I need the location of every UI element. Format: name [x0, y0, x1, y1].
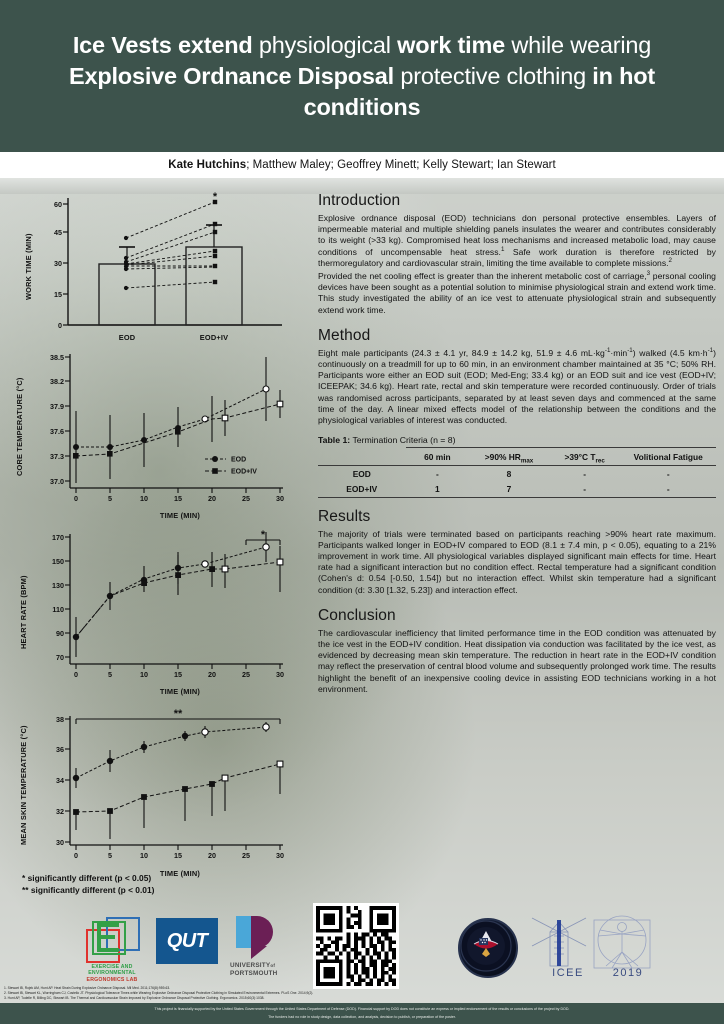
ref-marker-2: 2 — [668, 256, 673, 264]
th-trec: >39°C $T_{rec}$ — [549, 448, 621, 466]
footnote-single-star: * significantly different (p < 0.05) — [22, 873, 152, 883]
eel-line-1: EXERCISE AND — [91, 964, 133, 970]
svg-text:5: 5 — [108, 670, 112, 679]
svg-text:150: 150 — [52, 557, 64, 566]
svg-text:130: 130 — [52, 581, 64, 590]
icee-2019-logo — [528, 912, 688, 986]
introduction-heading: Introduction — [318, 192, 401, 209]
heart-rate-eodiv-errorbars — [178, 546, 280, 595]
core-temp-eodiv-errorbars — [225, 390, 280, 436]
heart-rate-xticks — [74, 664, 284, 679]
author-others: ; Matthew Maley; Geoffrey Minett; Kelly Stewart; Ian Stewart — [246, 159, 556, 171]
reference-item: 3. Hunt AP, Tudelle R, Billing DC, Stewart IB. The Thermal and Cardiovascular Strain Imposed by Explosive Ordnance Disposal Protective Clothing. Ergonomics. 2015;60(3):1038. — [4, 996, 265, 1001]
paired-points-eod — [124, 236, 128, 290]
core-temp-eod-points — [73, 425, 181, 450]
introduction-paragraph-2: Provided the net cooling effect is greater than the inherent metabolic cost of carriage,$^3$ personal cooling devices have been sought as a potential solution to minimise physiological strain and extend work time. This study investigated the ability of an ice vest to attenuate physiological strain and subsequently extend work time. — [318, 270, 716, 315]
svg-text:20: 20 — [208, 851, 216, 860]
chart-work-time — [0, 190, 313, 348]
core-temp-eod-errorbars — [76, 357, 266, 483]
heart-rate-eod-points — [73, 565, 181, 640]
svg-text:90: 90 — [56, 629, 64, 638]
th-60min: 60 min — [406, 448, 470, 466]
xcat-eod: EOD — [118, 333, 136, 342]
svg-text:30: 30 — [276, 670, 284, 679]
svg-text:34: 34 — [56, 776, 64, 785]
cell-eod-hrmax: 8 — [506, 468, 512, 479]
section-conclusion — [318, 607, 716, 695]
skin-temp-significance-bracket — [76, 708, 280, 724]
svg-text:37.0: 37.0 — [50, 477, 64, 486]
svg-text:15: 15 — [174, 494, 182, 503]
icee-year: 2019 — [612, 967, 644, 978]
svg-text:110: 110 — [52, 605, 64, 614]
svg-text:32: 32 — [56, 807, 64, 816]
svg-text:15: 15 — [54, 290, 62, 299]
poster-header — [0, 0, 724, 152]
chart-core-temperature — [0, 348, 313, 524]
svg-text:25: 25 — [242, 494, 250, 503]
core-temp-xlabel: TIME (MIN) — [159, 511, 201, 520]
chart-mean-skin-temperature — [0, 700, 313, 886]
th-hrmax: >90% $HR_{max}$ — [469, 448, 549, 466]
skin-temp-significance: ** — [173, 708, 183, 720]
svg-text:10: 10 — [140, 670, 148, 679]
uop-mark-icon — [236, 916, 284, 960]
cell-eod-fatigue: - — [666, 468, 670, 479]
svg-text:0: 0 — [74, 851, 78, 860]
table-caption-label: Table 1: — [318, 435, 351, 446]
chart-heart-rate — [0, 524, 313, 700]
uop-of: of — [270, 963, 276, 968]
logo-exercise-environmental-ergonomics-lab — [78, 916, 146, 983]
method-paragraph: Eight male participants (24.3 ± 4.1 yr, 84.9 ± 14.2 kg, 51.9 ± 4.6 $mL\cdot kg^{-1}\cdot\min^{-1}$) walked (4.5 $km\cdot h^{-1}$) continuously on a treadmill for up to 60 min, in an environment chamber maintained at 35 °C; 50% RH. Participants wore either an EOD suit (EOD; Med-Eng; 33.4 kg) or an EOD suit and ice vest (EOD+IV; ICEEPAK; 34.6 kg). Heart rate, rectal and skin temperature were recorded continuously. Order of trials was randomised across participants, separated by at least seven days and commenced at the same time of the day. A linear mixed effects model of the relationship between the conditions and the physiological variables of interest was conducted. — [318, 346, 716, 426]
work-time-significance: * — [212, 191, 218, 203]
heart-rate-xlabel: TIME (MIN) — [159, 687, 201, 696]
method-heading: Method — [318, 326, 371, 344]
eel-line-2: ENVIRONMENTAL — [88, 970, 136, 977]
legend-eod: EOD — [231, 456, 247, 464]
disclaimer-line-1: This project is financially supported by the United States Government through the United States Department of Defense (DOD). Financial support by DOD does not constitute an express or implied endorsement of the results or conclusions of the project by DOD. — [154, 1007, 570, 1011]
section-method — [318, 327, 716, 426]
content-column — [318, 192, 716, 892]
results-heading: Results — [318, 507, 371, 525]
author-lead: Kate Hutchins — [168, 159, 247, 171]
svg-text:37.9: 37.9 — [50, 402, 64, 411]
skin-temp-xticks — [74, 845, 284, 860]
table-header-row — [318, 448, 716, 466]
skin-temp-eodiv-errorbars — [76, 764, 280, 839]
svg-text:38.2: 38.2 — [50, 377, 64, 386]
heart-rate-significance: * — [260, 529, 266, 541]
work-time-yticks — [54, 200, 68, 330]
table-caption — [318, 435, 716, 445]
author-list — [0, 152, 724, 178]
xcat-eodiv: EOD+IV — [199, 333, 229, 342]
svg-text:30: 30 — [276, 851, 284, 860]
conclusion-paragraph: The cardiovascular inefficiency that limited performance time in the EOD condition was attenuated by the ice vest in the EOD+IV condition. Heat dissipation via conduction was facilitated by the ice vest, as evidenced by decreasing mean skin temperature. The reduction in heart rate in the EOD+IV condition may reflect the preservation of central blood volume and subsequently prolonged work time. The results highlight the benefit of an inexpensive cooling device in assisting EOD technicians working in a hot environment. — [318, 627, 716, 694]
table-row — [318, 466, 716, 482]
logo-row — [78, 916, 308, 986]
bar-eodiv — [186, 247, 242, 325]
termination-criteria-table-wrap — [318, 435, 716, 497]
svg-text:10: 10 — [140, 851, 148, 860]
logo-qut — [156, 918, 218, 964]
svg-text:60: 60 — [54, 200, 62, 209]
cell-eodiv-60min: 1 — [406, 481, 470, 497]
ref-marker-1: 1 — [500, 245, 505, 253]
svg-text:0: 0 — [58, 321, 62, 330]
funding-disclaimer — [0, 1003, 724, 1024]
core-temp-yticks — [50, 353, 70, 486]
charts-column — [0, 190, 313, 890]
skin-temp-yticks — [56, 715, 70, 847]
heart-rate-significance-bracket — [246, 529, 280, 545]
svg-text:37.6: 37.6 — [50, 427, 64, 436]
svg-text:25: 25 — [242, 670, 250, 679]
legend-eodiv: EOD+IV — [231, 468, 257, 476]
introduction-paragraph-1: Explosive ordnance disposal (EOD) technicians don personal protective ensembles. Layers of impermeable material and multiple shielding panels insulates the wearer and contributes considerably to its weight (>33 kg). Compromised heat loss mechanisms and increased metabolic load, may cause conditions of uncompensable heat stress.$^1$ Safe work duration is therefore restricted by thermoregulatory and cardiovascular strain, limiting the time available to complete missions.$^2$ — [318, 213, 716, 268]
work-time-axes — [24, 198, 282, 325]
svg-text:15: 15 — [174, 851, 182, 860]
section-introduction — [318, 192, 716, 316]
ref-marker-3: 3 — [646, 270, 651, 278]
logo-university-of-portsmouth — [230, 916, 310, 977]
cell-eodiv-hrmax: 7 — [469, 481, 549, 497]
row-label-eod: EOD — [352, 468, 371, 479]
cell-eodiv-trec: - — [549, 481, 621, 497]
vitruvian-man-icon — [594, 916, 650, 968]
results-paragraph: The majority of trials were terminated based on participants reaching >90% heart rate maximum. Participants walked longer in EOD+IV compared to EOD (8.1 ± 7.4 min, p < 0.05), equating to a 21% improvement in work time. All physiological variables displayed significant main effects for time. Heart rate had a significant interaction but no condition effect. Rectal temperature had a significant condition (Cohen's d: 0.54 [-0.50, 1.54]) but no interaction effect. Whilst skin temperature had a significant condition (d: 3.30 [1.32, 5.23]) and interaction effect. — [318, 528, 716, 595]
cell-eodiv-fatigue: - — [620, 481, 716, 497]
svg-text:5: 5 — [108, 851, 112, 860]
table-caption-text: Termination Criteria (n = 8) — [350, 435, 456, 446]
svg-text:30: 30 — [276, 494, 284, 503]
conclusion-heading: Conclusion — [318, 606, 396, 624]
svg-text:30: 30 — [56, 838, 64, 847]
heart-rate-ylabel: HEART RATE (BPM) — [19, 575, 28, 649]
reference-list — [4, 986, 544, 1002]
th-blank — [318, 448, 406, 466]
reference-item: 1. Stewart IB, Rojek AM, Hunt AP. Heat Strain During Explosive Ordnance Disposal. Mil Med. 2011;176(8):959-63. — [4, 986, 171, 990]
uop-line-1: UNIVERSITY — [230, 962, 271, 969]
core-temp-xticks — [74, 488, 284, 503]
svg-text:20: 20 — [208, 494, 216, 503]
svg-text:10: 10 — [140, 494, 148, 503]
skin-temp-eod-errorbars — [76, 722, 266, 788]
uop-line-2: PORTSMOUTH — [230, 969, 278, 977]
page-title: Ice Vests extend physiological work time while wearing Explosive Ordnance Disposal protective clothing in hot conditions — [68, 31, 656, 120]
core-temp-ylabel: CORE TEMPERATURE (°C) — [15, 377, 24, 476]
cell-eod-60min: - — [435, 468, 439, 479]
cell-eod-trec: - — [583, 468, 587, 479]
skin-temp-ylabel: MEAN SKIN TEMPERATURE (°C) — [19, 725, 28, 845]
svg-text:0: 0 — [74, 494, 78, 503]
heart-rate-yticks — [52, 533, 70, 662]
svg-text:15: 15 — [174, 670, 182, 679]
eel-mark-icon — [84, 916, 140, 962]
skin-temp-xlabel: TIME (MIN) — [159, 869, 201, 878]
eel-line-3: ERGONOMICS LAB — [86, 976, 138, 983]
svg-text:0: 0 — [74, 670, 78, 679]
bar-eod — [99, 264, 155, 325]
qr-code[interactable] — [313, 903, 399, 989]
svg-text:25: 25 — [242, 851, 250, 860]
svg-text:45: 45 — [54, 228, 62, 237]
table-row — [318, 481, 716, 497]
significance-footnotes — [22, 872, 282, 896]
core-temp-legend — [205, 456, 257, 476]
row-label-eodiv: EOD+IV — [318, 481, 406, 497]
dod-seal-icon — [458, 918, 518, 978]
svg-text:37.3: 37.3 — [50, 452, 64, 461]
svg-text:38: 38 — [56, 715, 64, 724]
footnote-double-star: ** significantly different (p < 0.01) — [22, 885, 155, 895]
eel-caption — [78, 964, 146, 983]
paired-lines — [126, 202, 215, 288]
qut-wordmark: QUT — [166, 929, 208, 952]
work-time-ylabel: WORK TIME (MIN) — [24, 233, 33, 300]
disclaimer-line-2: The funders had no role in study design, data collection, and analysis, decision to publish, or preparation of the poster. — [268, 1014, 456, 1019]
termination-criteria-table — [318, 447, 716, 497]
svg-text:30: 30 — [54, 259, 62, 268]
svg-text:70: 70 — [56, 653, 64, 662]
svg-text:5: 5 — [108, 494, 112, 503]
svg-text:20: 20 — [208, 670, 216, 679]
uop-caption — [230, 962, 310, 977]
reference-item: 2. Stewart IB, Stewart KL, Worringham CJ, Costello JT. Physiological Tolerance Times while Wearing Explosive Ordnance Disposal Protective Clothing in Simulated Environmental Extremes. PLoS One. 2014;9(2). — [4, 991, 314, 996]
heart-rate-eod-errorbars — [76, 532, 266, 657]
svg-text:170: 170 — [52, 533, 64, 542]
svg-text:36: 36 — [56, 745, 64, 754]
svg-text:38.5: 38.5 — [50, 353, 64, 362]
section-results — [318, 508, 716, 596]
icee-name: ICEE — [552, 967, 584, 978]
th-volitional-fatigue: Volitional Fatigue — [620, 448, 716, 466]
